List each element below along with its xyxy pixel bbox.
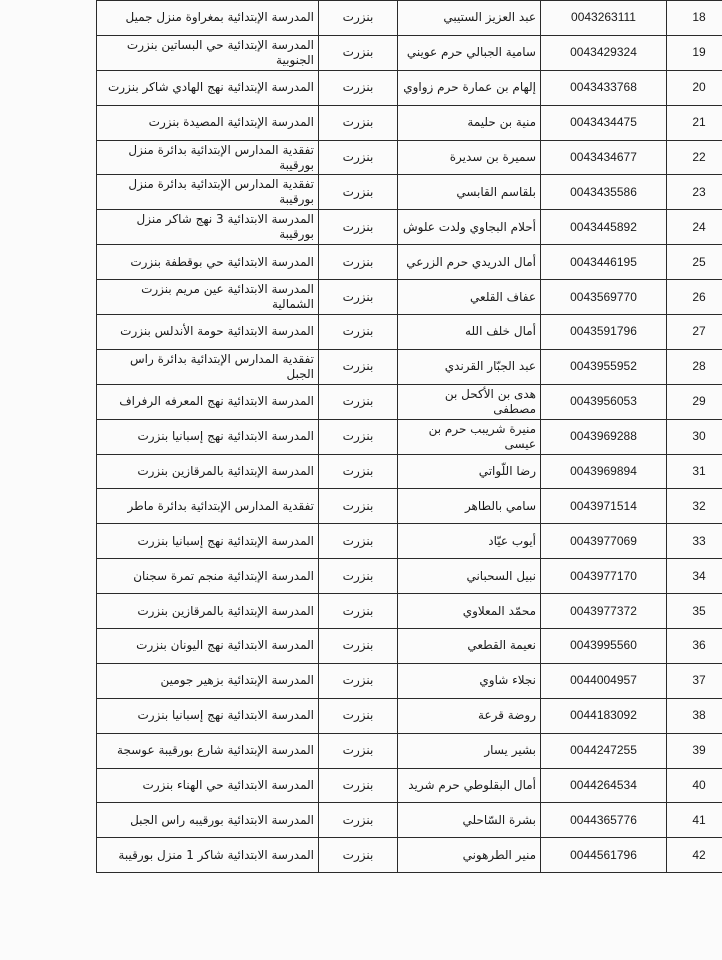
id-number-cell: 0043263111 (541, 1, 667, 36)
region-cell: بنزرت (319, 105, 398, 140)
table-body (97, 1, 722, 873)
table-row (97, 663, 722, 698)
region-cell: بنزرت (319, 70, 398, 105)
region-cell: بنزرت (319, 210, 398, 245)
id-number-cell: 0044247255 (541, 733, 667, 768)
school-cell: المدرسة الابتدائية شاكر 1 منزل بورقيبة (97, 838, 319, 873)
id-number-cell: 0043971514 (541, 489, 667, 524)
row-number-cell: 35 (667, 594, 722, 629)
name-cell: بشير يسار (398, 733, 541, 768)
school-cell: المدرسة الابتدائية 3 نهج شاكر منزل بورقيبة (97, 210, 319, 245)
table-row (97, 768, 722, 803)
region-cell: بنزرت (319, 698, 398, 733)
name-cell: نبيل السحباني (398, 559, 541, 594)
row-number-cell: 38 (667, 698, 722, 733)
name-cell: إلهام بن عمارة حرم زواوي (398, 70, 541, 105)
region-cell: بنزرت (319, 245, 398, 280)
id-number-cell: 0043995560 (541, 629, 667, 664)
table-row (97, 175, 722, 210)
name-cell: منير الطرهوني (398, 838, 541, 873)
school-cell: المدرسة الابتدائية حي بوقطفة بنزرت (97, 245, 319, 280)
school-cell: المدرسة الإبتدائية المصيدة بنزرت (97, 105, 319, 140)
name-cell: عبد العزيز الستيبي (398, 1, 541, 36)
table-row (97, 315, 722, 350)
table-row (97, 140, 722, 175)
row-number-cell: 22 (667, 140, 722, 175)
school-cell: المدرسة الابتدائية حومة الأندلس بنزرت (97, 315, 319, 350)
table-row (97, 489, 722, 524)
table-row (97, 559, 722, 594)
name-cell: عفاف القلعي (398, 280, 541, 315)
name-cell: روضة قرعة (398, 698, 541, 733)
name-cell: نجلاء شاوي (398, 663, 541, 698)
id-number-cell: 0043956053 (541, 384, 667, 419)
row-number-cell: 32 (667, 489, 722, 524)
id-number-cell: 0043977372 (541, 594, 667, 629)
id-number-cell: 0043446195 (541, 245, 667, 280)
name-cell: بلقاسم القابسي (398, 175, 541, 210)
region-cell: بنزرت (319, 140, 398, 175)
id-number-cell: 0043434475 (541, 105, 667, 140)
row-number-cell: 33 (667, 524, 722, 559)
school-cell: المدرسة الإبتدائية نهج إسبانيا بنزرت (97, 524, 319, 559)
table-row (97, 838, 722, 873)
region-cell: بنزرت (319, 35, 398, 70)
school-cell: المدرسة الابتدائية نهج المعرفه الرفراف (97, 384, 319, 419)
id-number-cell: 0043569770 (541, 280, 667, 315)
id-number-cell: 0044183092 (541, 698, 667, 733)
row-number-cell: 36 (667, 629, 722, 664)
id-number-cell: 0043977170 (541, 559, 667, 594)
school-cell: المدرسة الإبتدائية بمغراوة منزل جميل (97, 1, 319, 36)
school-cell: تفقدية المدارس الإبتدائية بدائرة ماطر (97, 489, 319, 524)
school-cell: تفقدية المدارس الإبتدائية بدائرة منزل بورقيبة (97, 175, 319, 210)
school-cell: المدرسة الإبتدائية بالمرقازين بنزرت (97, 454, 319, 489)
row-number-cell: 41 (667, 803, 722, 838)
table-row (97, 803, 722, 838)
row-number-cell: 20 (667, 70, 722, 105)
region-cell: بنزرت (319, 280, 398, 315)
id-number-cell: 0043977069 (541, 524, 667, 559)
name-cell: أمال خلف الله (398, 315, 541, 350)
name-cell: عبد الجبّار القرندي (398, 349, 541, 384)
id-number-cell: 0043591796 (541, 315, 667, 350)
region-cell: بنزرت (319, 175, 398, 210)
row-number-cell: 28 (667, 349, 722, 384)
table-row (97, 733, 722, 768)
region-cell: بنزرت (319, 594, 398, 629)
table-row (97, 280, 722, 315)
id-number-cell: 0044561796 (541, 838, 667, 873)
table-row (97, 1, 722, 36)
name-cell: أيوب عيّاد (398, 524, 541, 559)
region-cell: بنزرت (319, 629, 398, 664)
row-number-cell: 21 (667, 105, 722, 140)
row-number-cell: 40 (667, 768, 722, 803)
table-row (97, 349, 722, 384)
name-cell: أحلام البجاوي ولدت علوش (398, 210, 541, 245)
school-cell: المدرسة الإبتدائية شارع بورقيبة عوسجة (97, 733, 319, 768)
region-cell: بنزرت (319, 1, 398, 36)
row-number-cell: 31 (667, 454, 722, 489)
table-row (97, 629, 722, 664)
row-number-cell: 27 (667, 315, 722, 350)
name-cell: سامي بالطاهر (398, 489, 541, 524)
region-cell: بنزرت (319, 663, 398, 698)
table-row (97, 384, 722, 419)
table-row (97, 594, 722, 629)
school-cell: المدرسة الإبتدائية بزهير جومين (97, 663, 319, 698)
id-number-cell: 0043969288 (541, 419, 667, 454)
region-cell: بنزرت (319, 384, 398, 419)
id-number-cell: 0044365776 (541, 803, 667, 838)
name-cell: رضا اللّواتي (398, 454, 541, 489)
id-number-cell: 0043429324 (541, 35, 667, 70)
name-cell: منية بن حليمة (398, 105, 541, 140)
region-cell: بنزرت (319, 454, 398, 489)
school-cell: المدرسة الإبتدائية نهج الهادي شاكر بنزرت (97, 70, 319, 105)
id-number-cell: 0044004957 (541, 663, 667, 698)
name-cell: سميرة بن سديرة (398, 140, 541, 175)
name-cell: محمّد المعلاوي (398, 594, 541, 629)
table-row (97, 524, 722, 559)
table-row (97, 105, 722, 140)
row-number-cell: 37 (667, 663, 722, 698)
school-cell: المدرسة الابتدائية بورقيبه راس الجبل (97, 803, 319, 838)
id-number-cell: 0043955952 (541, 349, 667, 384)
table-row (97, 419, 722, 454)
school-cell: تفقدية المدارس الإبتدائية بدائرة منزل بورقيبة (97, 140, 319, 175)
table-row (97, 35, 722, 70)
row-number-cell: 39 (667, 733, 722, 768)
school-cell: المدرسة الإبتدائية منجم تمرة سجنان (97, 559, 319, 594)
table-row (97, 698, 722, 733)
name-cell: بشرة السّاحلي (398, 803, 541, 838)
region-cell: بنزرت (319, 419, 398, 454)
row-number-cell: 25 (667, 245, 722, 280)
school-cell: المدرسة الابتدائية حي الهناء بنزرت (97, 768, 319, 803)
school-cell: المدرسة الإبتدائية بالمرقازين بنزرت (97, 594, 319, 629)
id-number-cell: 0043433768 (541, 70, 667, 105)
id-number-cell: 0043445892 (541, 210, 667, 245)
region-cell: بنزرت (319, 838, 398, 873)
row-number-cell: 29 (667, 384, 722, 419)
region-cell: بنزرت (319, 768, 398, 803)
name-cell: أمال البقلوطي حرم شريد (398, 768, 541, 803)
row-number-cell: 26 (667, 280, 722, 315)
school-cell: المدرسة الابتدائية نهج اليونان بنزرت (97, 629, 319, 664)
region-cell: بنزرت (319, 733, 398, 768)
row-number-cell: 18 (667, 1, 722, 36)
row-number-cell: 19 (667, 35, 722, 70)
school-cell: المدرسة الابتدائية عين مريم بنزرت الشمالية (97, 280, 319, 315)
name-cell: منيرة شريبب حرم بن عيسى (398, 419, 541, 454)
region-cell: بنزرت (319, 559, 398, 594)
name-cell: نعيمة القطعي (398, 629, 541, 664)
school-cell: المدرسة الإبتدائية حي البساتين بنزرت الجنوبية (97, 35, 319, 70)
id-number-cell: 0043969894 (541, 454, 667, 489)
row-number-cell: 42 (667, 838, 722, 873)
row-number-cell: 24 (667, 210, 722, 245)
school-cell: المدرسة الابتدائية نهج إسبانيا بنزرت (97, 419, 319, 454)
id-number-cell: 0043435586 (541, 175, 667, 210)
region-cell: بنزرت (319, 524, 398, 559)
staff-table (96, 0, 722, 873)
id-number-cell: 0044264534 (541, 768, 667, 803)
region-cell: بنزرت (319, 315, 398, 350)
region-cell: بنزرت (319, 489, 398, 524)
id-number-cell: 0043434677 (541, 140, 667, 175)
name-cell: سامية الجبالي حرم عويني (398, 35, 541, 70)
name-cell: أمال الدريدي حرم الزرعي (398, 245, 541, 280)
row-number-cell: 34 (667, 559, 722, 594)
region-cell: بنزرت (319, 349, 398, 384)
row-number-cell: 30 (667, 419, 722, 454)
table-row (97, 245, 722, 280)
name-cell: هدى بن الأكحل بن مصطفى (398, 384, 541, 419)
school-cell: المدرسة الابتدائية نهج إسبانيا بنزرت (97, 698, 319, 733)
table-row (97, 454, 722, 489)
region-cell: بنزرت (319, 803, 398, 838)
school-cell: تفقدية المدارس الإبتدائية بدائرة راس الجبل (97, 349, 319, 384)
row-number-cell: 23 (667, 175, 722, 210)
table-row (97, 210, 722, 245)
table-row (97, 70, 722, 105)
